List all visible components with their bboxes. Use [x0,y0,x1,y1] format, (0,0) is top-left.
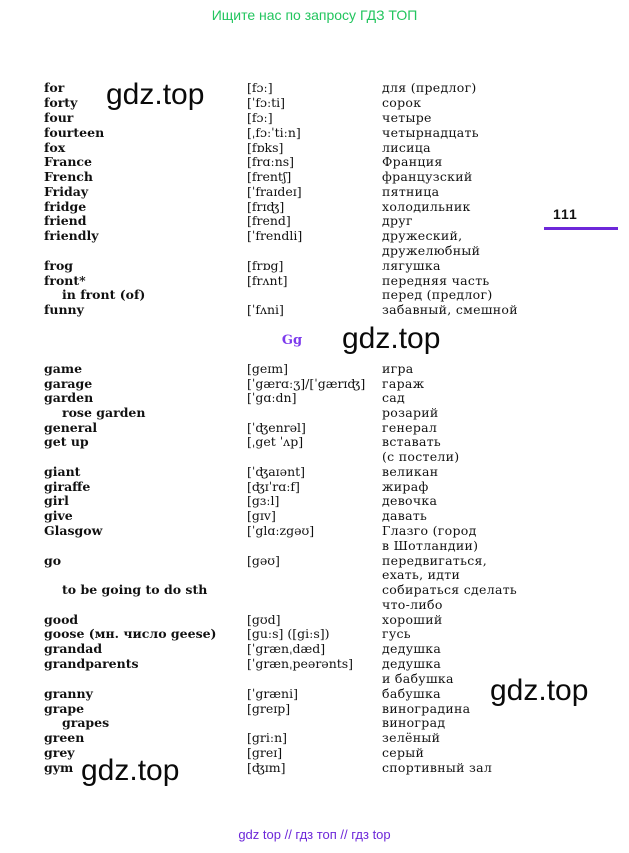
transcription: [ˌget ˈʌp] [247,434,304,449]
dictionary-entry [0,434,629,449]
transcription: [geɪm] [247,361,289,376]
dictionary-entry [0,80,629,95]
transcription: [fɔː] [247,80,273,95]
dictionary-entry [0,95,629,110]
transcription: [ˈgrænˌdæd] [247,641,326,656]
translation: дедушка [382,656,442,671]
translation: генерал [382,420,438,435]
translation: французский [382,169,473,184]
transcription: [ˈgærɑːʒ]/[ˈgærɪʤ] [247,376,366,391]
dictionary-entry [0,508,629,523]
footer-links[interactable]: gdz top // гдз топ // гдз top [238,827,391,842]
transcription: [ˈfɔːti] [247,95,286,110]
headword: frog [44,258,74,273]
translation: холодильник [382,199,471,214]
translation: спортивный зал [382,760,493,775]
dictionary-entry [0,464,629,479]
dictionary-entry [0,390,629,405]
headword: giant [44,464,81,479]
translation: дружелюбный [382,243,481,258]
translation: перед (предлог) [382,287,493,302]
watermark: gdz.top [490,674,589,707]
headword: friendly [44,228,99,243]
dictionary-entry [0,228,629,243]
translation: серый [382,745,425,760]
dictionary-entry [0,199,629,214]
dictionary-entry [0,701,629,716]
dictionary-entry [0,154,629,169]
headword: forty [44,95,78,110]
translation: жираф [382,479,429,494]
headword: girl [44,493,69,508]
headword: rose garden [62,405,146,420]
transcription: [guːs] ([giːs]) [247,626,330,641]
dictionary-entry [0,361,629,376]
dictionary-entry [0,538,629,553]
transcription: [frʌnt] [247,273,288,288]
transcription: [gəʊ] [247,553,280,568]
dictionary-entry [0,140,629,155]
translation: собираться сделать [382,582,518,597]
translation: гусь [382,626,411,641]
translation: давать [382,508,428,523]
search-banner: Ищите нас по запросу ГДЗ ТОП [211,7,418,23]
translation: великан [382,464,439,479]
headword: give [44,508,73,523]
headword: grandparents [44,656,139,671]
transcription: [ˈfrendli] [247,228,303,243]
dictionary-entry [0,745,629,760]
dictionary-entry [0,420,629,435]
transcription: [frentʃ] [247,169,292,184]
transcription: [ˈgɑːdn] [247,390,297,405]
dictionary-entry [0,582,629,597]
dictionary-entry [0,715,629,730]
translation: четыре [382,110,432,125]
dictionary-entry [0,567,629,582]
dictionary-entry [0,493,629,508]
transcription: [fɔː] [247,110,273,125]
headword: garage [44,376,93,391]
transcription: [ˈʤaɪənt] [247,464,306,479]
headword: green [44,730,85,745]
dictionary-entry [0,110,629,125]
headword: for [44,80,65,95]
translation: зелёный [382,730,441,745]
translation: игра [382,361,414,376]
transcription: [ˈgræni] [247,686,298,701]
translation: забавный, смешной [382,302,518,317]
headword: grandad [44,641,103,656]
dictionary-entry [0,376,629,391]
dictionary-entry [0,125,629,140]
headword: fourteen [44,125,105,140]
translation: гараж [382,376,425,391]
dictionary-entry [0,597,629,612]
section-letter-heading: Gg [281,333,303,348]
headword: to be going to do sth [62,582,208,597]
headword: France [44,154,92,169]
translation: вставать [382,434,442,449]
dictionary-entry [0,213,629,228]
translation: (с постели) [382,449,460,464]
translation: Глазго (город [382,523,477,538]
headword: front* [44,273,86,288]
dictionary-entry [0,730,629,745]
headword: garden [44,390,94,405]
headword: giraffe [44,479,91,494]
page-number: 111 [553,206,578,222]
translation: четырнадцать [382,125,479,140]
watermark: gdz.top [106,78,205,111]
dictionary-entry [0,405,629,420]
watermark: gdz.top [81,754,180,787]
translation: друг [382,213,413,228]
dictionary-entry [0,553,629,568]
translation: для (предлог) [382,80,477,95]
transcription: [ʤɪm] [247,760,286,775]
transcription: [frend] [247,213,291,228]
transcription: [greɪp] [247,701,291,716]
translation: бабушка [382,686,441,701]
transcription: [ˈglɑːzgəʊ] [247,523,315,538]
translation: хороший [382,612,443,627]
transcription: [greɪ] [247,745,283,760]
headword: Friday [44,184,89,199]
headword: gym [44,760,74,775]
dictionary-entry [0,479,629,494]
translation: розарий [382,405,439,420]
transcription: [ˈʤenrəl] [247,420,306,435]
dictionary-entry [0,243,629,258]
headword: friend [44,213,87,228]
dictionary-entry [0,258,629,273]
transcription: [ʤɪˈrɑːf] [247,479,300,494]
transcription: [ˈfraɪdeɪ] [247,184,302,199]
headword: grey [44,745,75,760]
dictionary-entry [0,671,629,686]
dictionary-entry [0,273,629,288]
dictionary-entry [0,287,629,302]
transcription: [frɑːns] [247,154,295,169]
dictionary-entry [0,523,629,538]
translation: передняя часть [382,273,490,288]
translation: сорок [382,95,422,110]
dictionary-entry [0,169,629,184]
headword: good [44,612,79,627]
headword: goose (мн. число geese) [44,626,217,641]
headword: Glasgow [44,523,103,538]
translation: сад [382,390,406,405]
transcription: [gɜːl] [247,493,280,508]
headword: fridge [44,199,87,214]
transcription: [fɒks] [247,140,284,155]
translation: виноград [382,715,446,730]
transcription: [griːn] [247,730,287,745]
headword: grapes [62,715,110,730]
headword: go [44,553,62,568]
translation: Франция [382,154,443,169]
translation: девочка [382,493,438,508]
translation: что-либо [382,597,443,612]
headword: in front (of) [62,287,146,302]
headword: general [44,420,98,435]
translation: и бабушка [382,671,454,686]
transcription: [gʊd] [247,612,281,627]
dictionary-entry [0,686,629,701]
transcription: [frɪʤ] [247,199,285,214]
transcription: [ˌfɔːˈtiːn] [247,125,301,140]
transcription: [gɪv] [247,508,276,523]
headword: granny [44,686,93,701]
translation: передвигаться, [382,553,487,568]
dictionary-entry [0,302,629,317]
translation: виноградина [382,701,471,716]
headword: four [44,110,74,125]
translation: пятница [382,184,440,199]
headword: game [44,361,83,376]
dictionary-entry [0,612,629,627]
translation: лягушка [382,258,441,273]
translation: дедушка [382,641,442,656]
headword: grape [44,701,85,716]
dictionary-entry [0,760,629,775]
headword: funny [44,302,84,317]
dictionary-entry [0,656,629,671]
dictionary-entry [0,626,629,641]
dictionary-entry [0,449,629,464]
transcription: [ˈgrænˌpeərənts] [247,656,354,671]
dictionary-entry [0,641,629,656]
watermark: gdz.top [342,322,441,355]
dictionary-entry [0,184,629,199]
transcription: [frɒg] [247,258,284,273]
translation: лисица [382,140,431,155]
transcription: [ˈfʌni] [247,302,284,317]
headword: fox [44,140,66,155]
headword: French [44,169,93,184]
translation: ехать, идти [382,567,461,582]
translation: в Шотландии) [382,538,479,553]
headword: get up [44,434,89,449]
translation: дружеский, [382,228,463,243]
